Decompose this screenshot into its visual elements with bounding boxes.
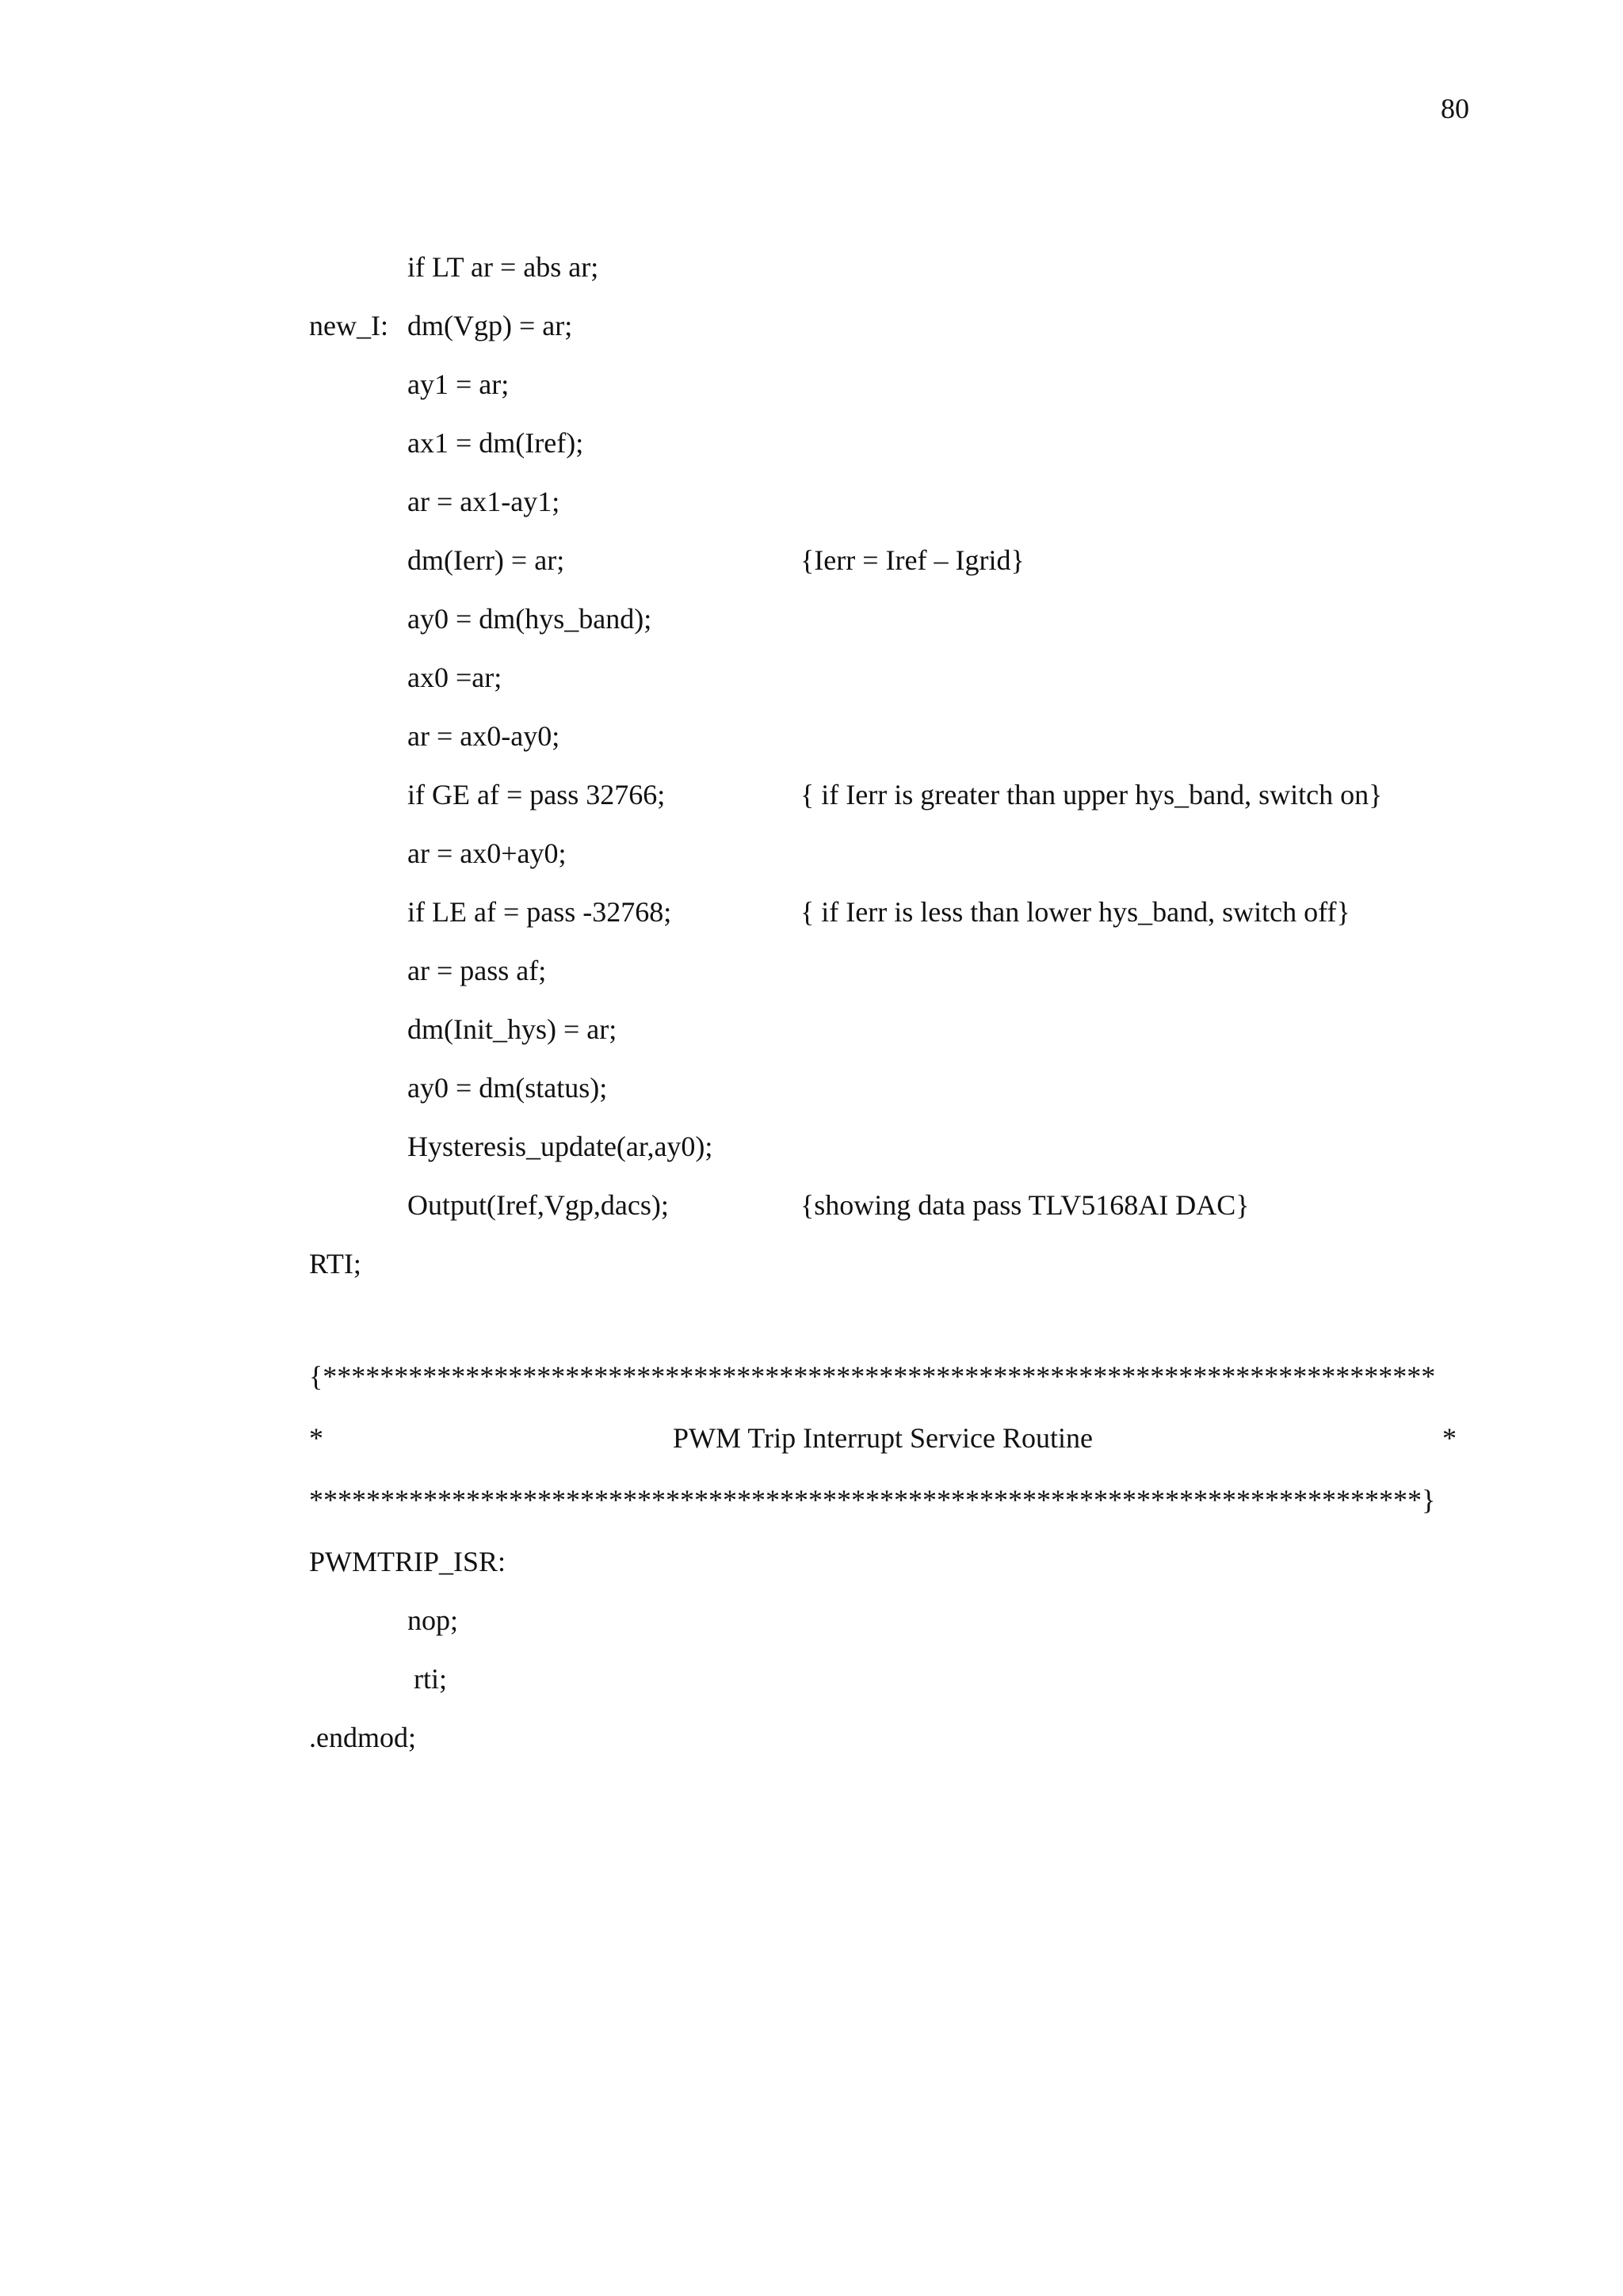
code-line: [0, 296, 1623, 355]
end-directive: .endmod;: [309, 1722, 416, 1753]
code-line: [0, 414, 1623, 472]
code-line: [0, 707, 1623, 765]
code-line: [0, 765, 1623, 824]
code-comment: { if Ierr is less than lower hys_band, switch off}: [800, 896, 1350, 928]
code-comment: {Ierr = Iref – Igrid}: [800, 544, 1025, 576]
isr-label: PWMTRIP_ISR:: [309, 1546, 506, 1577]
code-line: [0, 824, 1623, 883]
code-statement: Output(Iref,Vgp,dacs);: [407, 1189, 669, 1221]
banner-bottom-border: ******************************************************************************}: [309, 1484, 1436, 1516]
code-line: [0, 1058, 1623, 1117]
banner-left-star: *: [309, 1422, 323, 1454]
code-statement: ar = ax0-ay0;: [407, 720, 560, 752]
code-line: [0, 355, 1623, 414]
code-line: [0, 531, 1623, 589]
code-statement: dm(Vgp) = ar;: [407, 310, 573, 341]
isr-rti: rti;: [414, 1663, 447, 1695]
code-statement: ar = pass af;: [407, 955, 547, 986]
code-line: [0, 238, 1623, 296]
code-statement: if LT ar = abs ar;: [407, 251, 599, 283]
code-statement: ay0 = dm(hys_band);: [407, 603, 652, 635]
page-number: 80: [1441, 93, 1469, 124]
code-statement: ay1 = ar;: [407, 368, 510, 400]
code-line: [0, 1176, 1623, 1234]
code-statement: if GE af = pass 32766;: [407, 779, 666, 810]
banner-title-row: [309, 1409, 1457, 1467]
banner-top-border: {******************************************************************************: [309, 1360, 1436, 1392]
code-line: [0, 883, 1623, 941]
code-statement: dm(Ierr) = ar;: [407, 544, 565, 576]
code-label: RTI;: [309, 1248, 361, 1280]
code-line: [0, 648, 1623, 707]
code-label: new_I:: [309, 310, 388, 341]
code-line: [0, 1650, 1623, 1708]
code-statement: ay0 = dm(status);: [407, 1072, 608, 1104]
code-statement: ax1 = dm(Iref);: [407, 427, 584, 459]
code-line: [0, 1532, 1623, 1591]
code-statement: if LE af = pass -32768;: [407, 896, 672, 928]
code-line: [0, 1000, 1623, 1058]
code-statement: Hysteresis_update(ar,ay0);: [407, 1131, 713, 1162]
code-line: [0, 1117, 1623, 1176]
code-line: [0, 589, 1623, 648]
code-comment: {showing data pass TLV5168AI DAC}: [800, 1189, 1250, 1221]
banner-title: PWM Trip Interrupt Service Routine: [673, 1422, 1093, 1454]
code-statement: ar = ax0+ay0;: [407, 837, 567, 869]
code-line: [0, 1591, 1623, 1650]
code-line: [0, 941, 1623, 1000]
code-line: [0, 472, 1623, 531]
code-statement: dm(Init_hys) = ar;: [407, 1013, 617, 1045]
code-statement: ar = ax1-ay1;: [407, 486, 560, 517]
isr-nop: nop;: [407, 1604, 459, 1636]
banner-right-star: *: [1442, 1422, 1457, 1454]
code-line: [0, 1708, 1623, 1767]
code-statement: ax0 =ar;: [407, 662, 502, 693]
code-line: [0, 1234, 1623, 1293]
code-comment: { if Ierr is greater than upper hys_band, switch on}: [800, 779, 1383, 810]
